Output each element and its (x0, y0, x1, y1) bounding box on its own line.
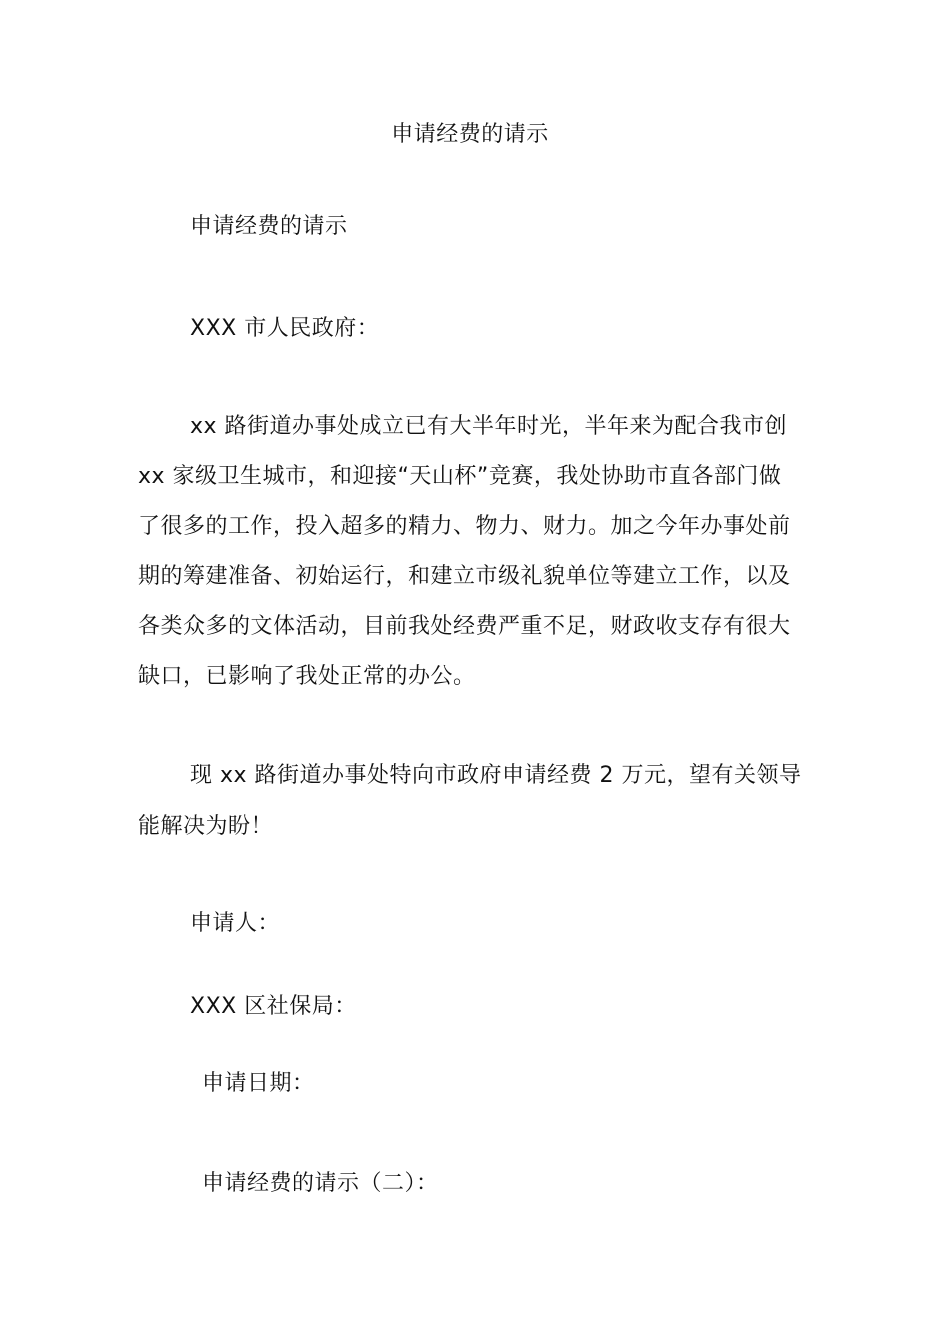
paragraph-1-line: 了很多的工作，投入超多的精力、物力、财力。加之今年办事处前 (138, 514, 791, 539)
paragraph-2-line: 能解决为盼！ (138, 814, 274, 839)
document-title: 申请经费的请示 (391, 122, 549, 147)
addressee: XXX 市人民政府： (190, 316, 380, 341)
paragraph-1-line: 各类众多的文体活动，目前我处经费严重不足，财政收支存有很大 (138, 614, 791, 639)
paragraph-1-line: 缺口，已影响了我处正常的办公。 (138, 664, 476, 689)
bureau-name: XXX 区社保局： (190, 994, 357, 1019)
date-label: 申请日期： (202, 1071, 315, 1096)
paragraph-1-line: 期的筹建准备、初始运行，和建立市级礼貌单位等建立工作，以及 (138, 564, 791, 589)
document-subtitle: 申请经费的请示 (190, 214, 348, 239)
next-section-heading: 申请经费的请示（二）： (202, 1171, 439, 1196)
paragraph-1-line: xx 家级卫生城市，和迎接“天山杯”竞赛，我处协助市直各部门做 (138, 464, 782, 489)
paragraph-1-line: xx 路街道办事处成立已有大半年时光，半年来为配合我市创 (190, 414, 788, 439)
paragraph-2-line: 现 xx 路街道办事处特向市政府申请经费 2 万元，望有关领导 (190, 763, 802, 788)
applicant-label: 申请人： (190, 911, 281, 936)
